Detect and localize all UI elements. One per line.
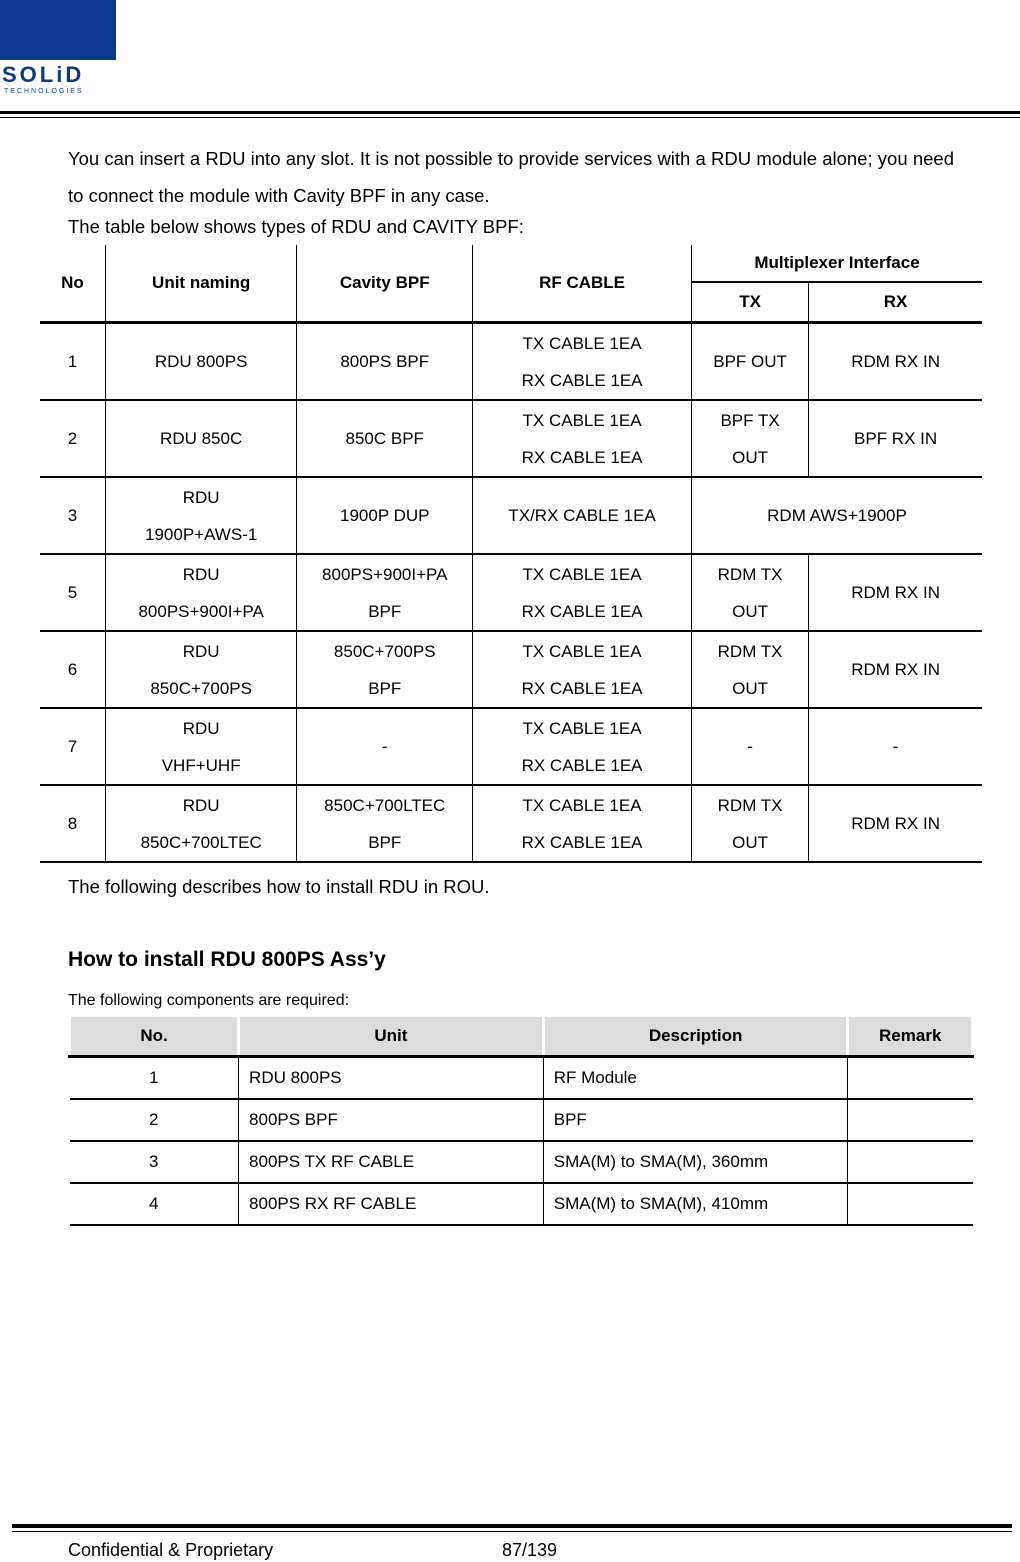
cell-line: RX CABLE 1EA (521, 832, 643, 852)
col-header-description: Description (543, 1017, 848, 1057)
col-header-no: No. (70, 1017, 239, 1057)
cell-unit (105, 554, 296, 631)
cell-rx (809, 400, 982, 477)
cell-cavity (297, 785, 473, 862)
cell-line: RX CABLE 1EA (521, 678, 643, 698)
cell-line: RDU 850C (160, 429, 243, 448)
cell-line: - (892, 737, 899, 756)
cell-no: 4 (70, 1183, 239, 1225)
cell-line: RX CABLE 1EA (521, 601, 643, 621)
company-logo (0, 0, 118, 100)
cell-tx (691, 554, 808, 631)
cell-desc: RF Module (543, 1057, 848, 1100)
cell-multiplexer: RDM AWS+1900P (691, 477, 982, 554)
cell-line: RDU 800PS (154, 352, 248, 371)
cell-line: 800PS+900I+PA (138, 601, 264, 621)
cell-line: OUT (732, 601, 769, 621)
cell-desc: BPF (543, 1099, 848, 1141)
table-intro-text: The table below shows types of RDU and CAVITY BPF: (68, 216, 524, 237)
cell-line: TX CABLE 1EA (522, 641, 642, 661)
col-header-unit-naming: Unit naming (105, 245, 296, 323)
cell-no: 3 (70, 1141, 239, 1183)
cell-rf (473, 554, 692, 631)
cell-line: RDM RX IN (851, 583, 940, 602)
table-row (70, 1057, 973, 1100)
cell-line: 850C+700PS (150, 678, 252, 698)
cell-line: RDU (182, 564, 220, 584)
components-intro-text: The following components are required: (68, 992, 350, 1009)
rdu-types-table (40, 245, 982, 863)
cell-rx (809, 554, 982, 631)
cell-line: RDM RX IN (851, 814, 940, 833)
cell-line: 850C+700LTEC (324, 795, 446, 815)
table-row (40, 477, 982, 554)
cell-tx (691, 785, 808, 862)
cell-line: BPF (368, 601, 402, 621)
cell-line: 850C+700LTEC (140, 832, 262, 852)
cell-no: 5 (40, 554, 105, 631)
cell-line: 1900P DUP (340, 506, 430, 525)
cell-tx (691, 323, 808, 401)
cell-tx (691, 631, 808, 708)
cell-remark (848, 1057, 973, 1100)
cell-line: RDM TX (717, 641, 783, 661)
cell-line: RDM TX (717, 564, 783, 584)
cell-unit: RDU 800PS (239, 1057, 544, 1100)
cell-line: RDM TX (717, 795, 783, 815)
cell-no: 3 (40, 477, 105, 554)
cell-line: 800PS BPF (340, 352, 430, 371)
footer-rule (12, 1524, 1012, 1528)
cell-tx (691, 708, 808, 785)
cell-line: TX/RX CABLE 1EA (508, 506, 656, 525)
cell-unit: 800PS RX RF CABLE (239, 1183, 544, 1225)
footer-confidential: Confidential & Proprietary (68, 1540, 274, 1560)
cell-line: TX CABLE 1EA (522, 564, 642, 584)
cell-rf (473, 323, 692, 401)
cell-rf (473, 785, 692, 862)
cell-rx (809, 631, 982, 708)
table-row (40, 400, 982, 477)
cell-rx (809, 708, 982, 785)
cell-line: - (747, 737, 753, 756)
cell-line: BPF TX (720, 410, 780, 430)
cell-line: 1900P+AWS-1 (145, 524, 258, 544)
cell-line: TX CABLE 1EA (522, 718, 642, 738)
cell-remark (848, 1183, 973, 1225)
cell-line: RDU (182, 795, 220, 815)
install-intro-text: The following describes how to install RDU in ROU. (68, 876, 490, 897)
table-row (40, 785, 982, 862)
footer-rule-thin (12, 1531, 1012, 1532)
col-header-no: No (40, 245, 105, 323)
header-rule-thin (0, 117, 1020, 118)
table-row (40, 708, 982, 785)
cell-line: BPF OUT (713, 352, 787, 371)
cell-cavity (297, 477, 473, 554)
cell-desc: SMA(M) to SMA(M), 410mm (543, 1183, 848, 1225)
cell-no: 2 (70, 1099, 239, 1141)
col-header-rx: RX (809, 282, 982, 323)
cell-remark (848, 1141, 973, 1183)
col-header-remark: Remark (848, 1017, 973, 1057)
cell-unit (105, 785, 296, 862)
cell-rf (473, 477, 692, 554)
cell-line: RDM RX IN (851, 660, 940, 679)
cell-unit: 800PS BPF (239, 1099, 544, 1141)
cell-no: 8 (40, 785, 105, 862)
cell-rf (473, 708, 692, 785)
cell-no: 2 (40, 400, 105, 477)
cell-remark (848, 1099, 973, 1141)
cell-line: OUT (732, 832, 769, 852)
table-row (40, 631, 982, 708)
cell-unit: 800PS TX RF CABLE (239, 1141, 544, 1183)
cell-no: 1 (40, 323, 105, 401)
table-row (70, 1099, 973, 1141)
cell-unit (105, 323, 296, 401)
cell-line: 800PS+900I+PA (322, 564, 448, 584)
col-header-tx: TX (691, 282, 808, 323)
cell-no: 6 (40, 631, 105, 708)
page-number: 87/139 (502, 1540, 558, 1560)
cell-line: OUT (732, 447, 769, 467)
cell-unit (105, 708, 296, 785)
cell-line: TX CABLE 1EA (522, 333, 642, 353)
cell-rx (809, 323, 982, 401)
cell-line: OUT (732, 678, 769, 698)
col-header-rf-cable: RF CABLE (473, 245, 692, 323)
components-table (68, 1017, 974, 1226)
cell-line: TX CABLE 1EA (522, 795, 642, 815)
col-header-unit: Unit (239, 1017, 544, 1057)
cell-line: RDU (182, 487, 220, 507)
table-row (40, 554, 982, 631)
cell-line: - (381, 737, 388, 756)
cell-rx (809, 785, 982, 862)
cell-rf (473, 631, 692, 708)
cell-line: 850C BPF (345, 429, 424, 448)
cell-rf (473, 400, 692, 477)
cell-cavity (297, 400, 473, 477)
intro-paragraph: You can insert a RDU into any slot. It is not possible to provide services with a RDU module alone; you need to connect the module with Cavity BPF in any case. (68, 148, 954, 206)
cell-no: 1 (70, 1057, 239, 1100)
cell-line: TX CABLE 1EA (522, 410, 642, 430)
logo-block (0, 0, 116, 60)
table-row (70, 1141, 973, 1183)
cell-desc: SMA(M) to SMA(M), 360mm (543, 1141, 848, 1183)
cell-line: RX CABLE 1EA (521, 370, 643, 390)
cell-line: RX CABLE 1EA (521, 447, 643, 467)
cell-line: BPF RX IN (854, 429, 938, 448)
cell-cavity (297, 554, 473, 631)
cell-line: BPF (368, 832, 402, 852)
cell-line: RDM RX IN (851, 352, 940, 371)
logo-subtitle: TECHNOLOGIES (4, 88, 84, 95)
header-rule (0, 111, 1020, 114)
cell-line: VHF+UHF (161, 755, 241, 775)
cell-line: 850C+700PS (333, 641, 436, 661)
col-header-multiplexer: Multiplexer Interface (691, 245, 982, 282)
cell-unit (105, 631, 296, 708)
cell-unit (105, 400, 296, 477)
cell-line: RDU (182, 718, 220, 738)
cell-no: 7 (40, 708, 105, 785)
cell-line: RDU (182, 641, 220, 661)
logo-wordmark: SOLiD (2, 62, 85, 87)
cell-line: RX CABLE 1EA (521, 755, 643, 775)
section-heading: How to install RDU 800PS Ass’y (68, 948, 386, 971)
cell-line: BPF (368, 678, 402, 698)
cell-tx (691, 400, 808, 477)
cell-cavity (297, 323, 473, 401)
cell-unit (105, 477, 296, 554)
col-header-cavity-bpf: Cavity BPF (297, 245, 473, 323)
table-row (70, 1183, 973, 1225)
cell-cavity (297, 708, 473, 785)
table-row (40, 323, 982, 401)
cell-cavity (297, 631, 473, 708)
